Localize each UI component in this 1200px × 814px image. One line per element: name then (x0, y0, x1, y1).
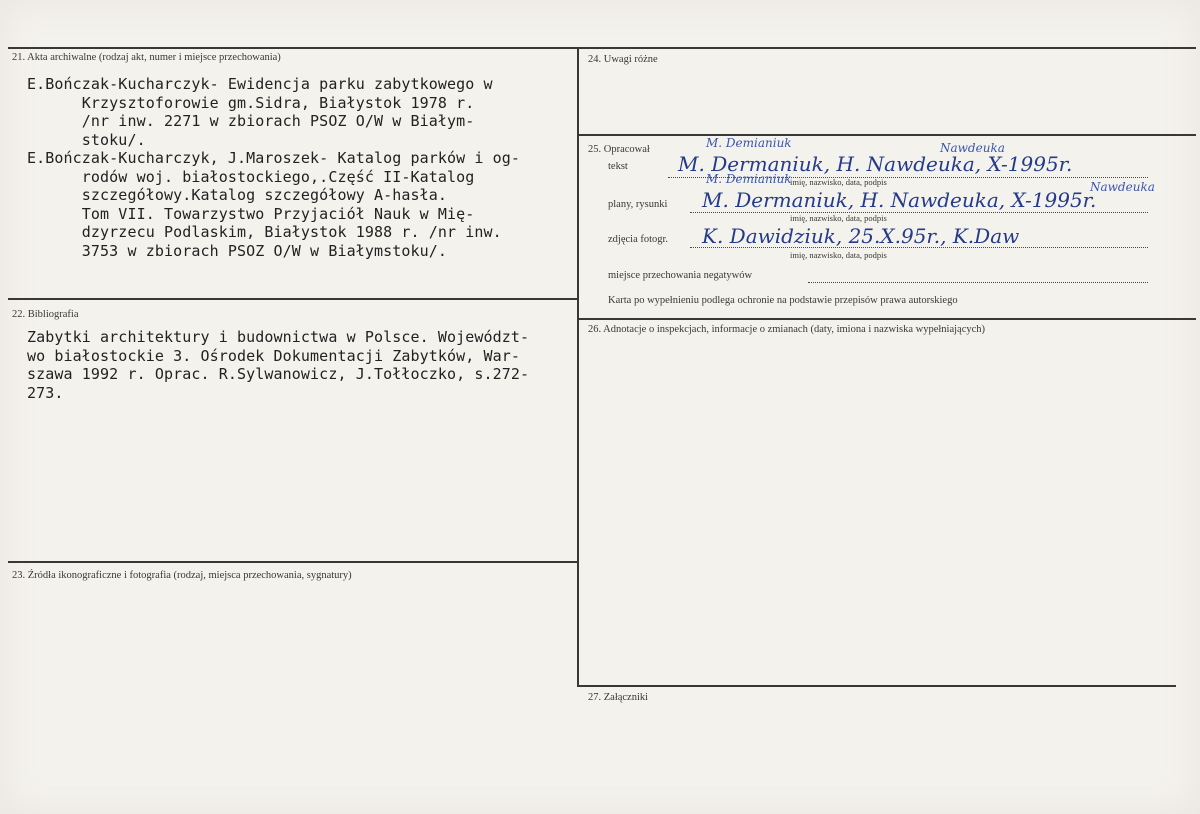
text-line: Krzysztoforowie gm.Sidra, Białystok 1978 r. (27, 93, 475, 112)
section-26-title: 26. Adnotacje o inspekcjach, informacje o zmianach (daty, imiona i nazwiska wypełniających) (588, 324, 986, 335)
plany-handwriting: M. Dermaniuk, H. Nawdeuka, X-1995r. (702, 188, 1097, 212)
text-line: wo białostockie 3. Ośrodek Dokumentacji Zabytków, War- (27, 346, 521, 365)
text-line: 3753 w zbiorach PSOZ O/W w Białymstoku/. (27, 241, 448, 260)
section-27-title: 27. Załączniki (588, 692, 649, 703)
plany-line (690, 212, 1148, 213)
text-line: Zabytki architektury i budownictwa w Polsce. Województ- (27, 328, 530, 346)
divider-24-25 (578, 134, 1196, 136)
text-line: rodów woj. białostockiego,.Część II-Katalog (27, 167, 475, 186)
section-22-title: 22. Bibliografia (12, 309, 79, 320)
text-line: stoku/. (27, 130, 146, 149)
negatives-label: miejsce przechowania negatywów (608, 270, 753, 281)
center-divider (577, 47, 579, 687)
text-line: /nr inw. 2271 w zbiorach PSOZ O/W w Białym- (27, 112, 475, 130)
divider-22-23 (8, 561, 579, 563)
text-line: E.Bończak-Kucharczyk, J.Maroszek- Katalog parków i og- (27, 149, 521, 167)
tekst-signature-2: Nawdeuka (940, 141, 1005, 155)
section-21-title: 21. Akta archiwalne (rodzaj akt, numer i miejsce przechowania) (12, 52, 281, 63)
text-line: Tom VII. Towarzystwo Przyjaciół Nauk w Mię- (27, 204, 475, 223)
tekst-label: tekst (608, 161, 628, 172)
negatives-line (808, 282, 1148, 283)
zdjecia-label: zdjęcia fotogr. (608, 234, 669, 245)
text-line: E.Bończak-Kucharczyk- Ewidencja parku zabytkowego w (27, 75, 493, 93)
top-rule (8, 47, 1196, 49)
copyright-note: Karta po wypełnieniu podlega ochronie na podstawie przepisów prawa autorskiego (608, 295, 958, 306)
plany-signature-2: Nawdeuka (1090, 180, 1155, 194)
plany-signature: M. Demianiuk (706, 172, 792, 186)
plany-label: plany, rysunki (608, 199, 668, 210)
plany-caption: imię, nazwisko, data, podpis (790, 213, 887, 223)
divider-21-22 (8, 298, 579, 300)
text-line: 273. (27, 383, 64, 402)
zdjecia-caption: imię, nazwisko, data, podpis (790, 250, 887, 260)
text-line: szawa 1992 r. Oprac. R.Sylwanowicz, J.Tołłoczko, s.272- (27, 365, 530, 383)
divider-25-26 (578, 318, 1196, 320)
section-23-title: 23. Źródła ikonograficzne i fotografia (rodzaj, miejsca przechowania, sygnatury) (12, 570, 352, 581)
divider-26-27 (578, 685, 1176, 687)
text-line: szczegółowy.Katalog szczegółowy A-hasła. (27, 186, 448, 204)
tekst-caption: imię, nazwisko, data, podpis (790, 177, 887, 187)
text-line: dzyrzecu Podlaskim, Białystok 1988 r. /nr inw. (27, 223, 502, 241)
section-24-title: 24. Uwagi różne (588, 54, 658, 65)
zdjecia-handwriting: K. Dawidziuk, 25.X.95r., K.Daw (702, 224, 1020, 248)
tekst-handwriting: M. Dermaniuk, H. Nawdeuka, X-1995r. (678, 152, 1073, 176)
tekst-signature: M. Demianiuk (706, 136, 792, 150)
section-25-title: 25. Opracował (588, 144, 650, 155)
